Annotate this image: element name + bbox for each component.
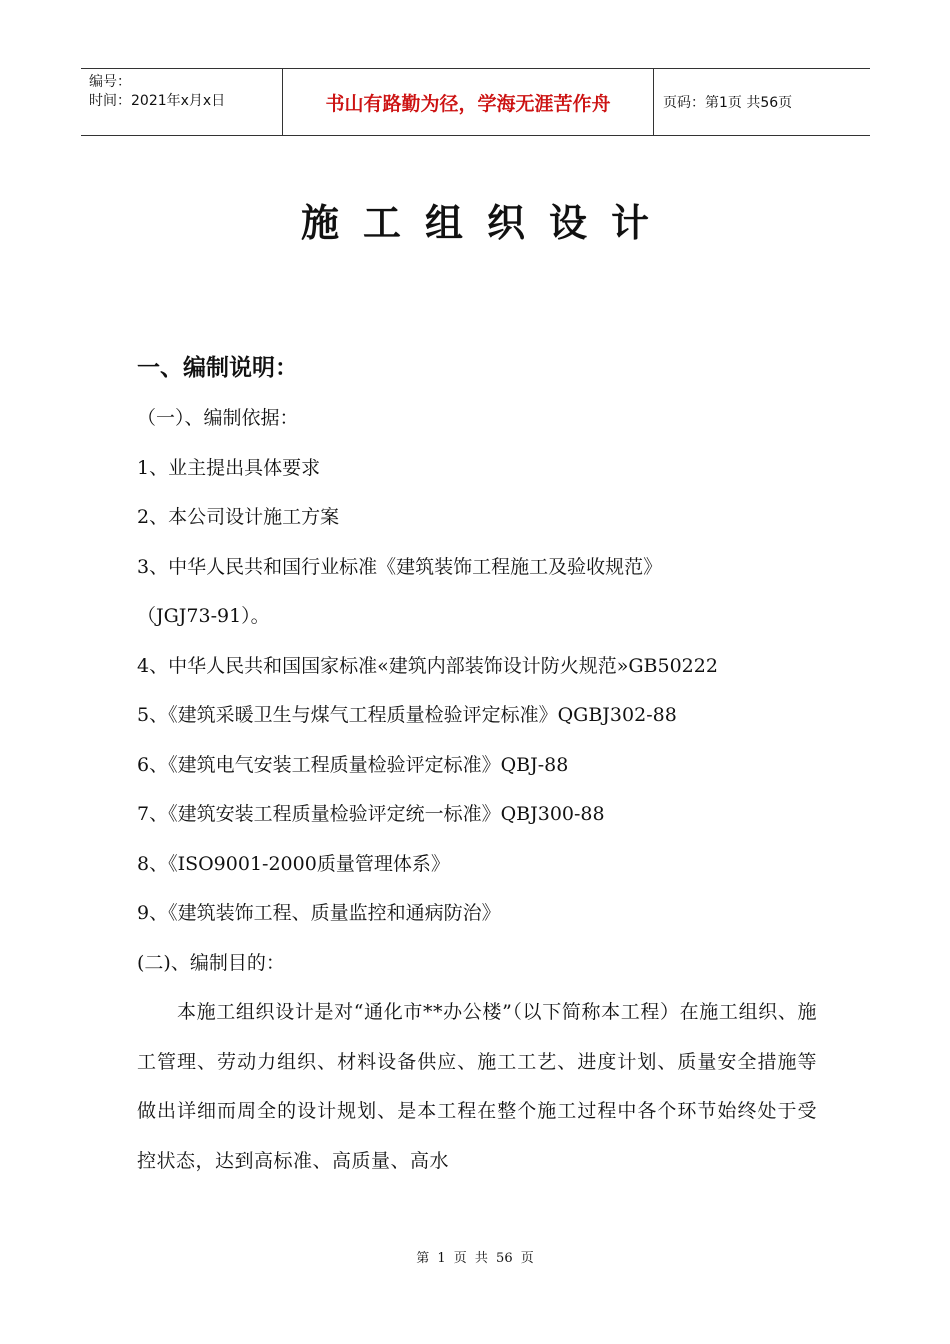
basis-item: 2、本公司设计施工方案 — [137, 506, 340, 528]
basis-item: 7、《建筑安装工程质量检验评定统一标准》QBJ300-88 — [137, 803, 605, 825]
basis-item: 9、《建筑装饰工程、质量监控和通病防治》 — [137, 902, 501, 924]
basis-item: 3、中华人民共和国行业标准《建筑装饰工程施工及验收规范》 — [137, 555, 663, 578]
page-header — [81, 68, 870, 136]
header-meta — [81, 69, 282, 135]
basis-item: （JGJ73-91）。 — [137, 605, 270, 627]
number-label: 编号： — [89, 74, 131, 90]
section-heading: 一、编制说明： — [137, 355, 298, 381]
header-motto: 书山有路勤为径，学海无涯苦作舟 — [282, 69, 654, 135]
purpose-heading: (二)、编制目的： — [137, 951, 285, 974]
page-footer: 第 1 页 共 56 页 — [416, 1251, 534, 1266]
time-label: 时间：2021年x月x日 — [89, 93, 226, 109]
purpose-paragraph: 本施工组织设计是对“通化市**办公楼”（以下简称本工程）在施工组织、施工管理、劳动力组织、材料设备供应、施工工艺、进度计划、质量安全措施等做出详细而周全的设计规划、是本工程在整个施工过程中各个环节始终处于受控状态，达到高标准、高质量、高水 — [137, 1001, 817, 1172]
basis-heading: （一）、编制依据： — [137, 407, 299, 429]
header-page-info: 页码：第1页 共56页 — [663, 95, 793, 111]
basis-item: 4、中华人民共和国国家标准«建筑内部装饰设计防火规范»GB50222 — [137, 654, 718, 677]
basis-item: 5、《建筑采暖卫生与煤气工程质量检验评定标准》QGBJ302-88 — [137, 704, 677, 726]
basis-item: 6、《建筑电气安装工程质量检验评定标准》QBJ-88 — [137, 753, 569, 776]
document-title: 施工组织设计 — [300, 201, 673, 245]
basis-item: 8、《ISO9001-2000质量管理体系》 — [137, 852, 450, 875]
basis-item: 1、业主提出具体要求 — [137, 456, 321, 479]
document-body — [137, 345, 817, 1186]
